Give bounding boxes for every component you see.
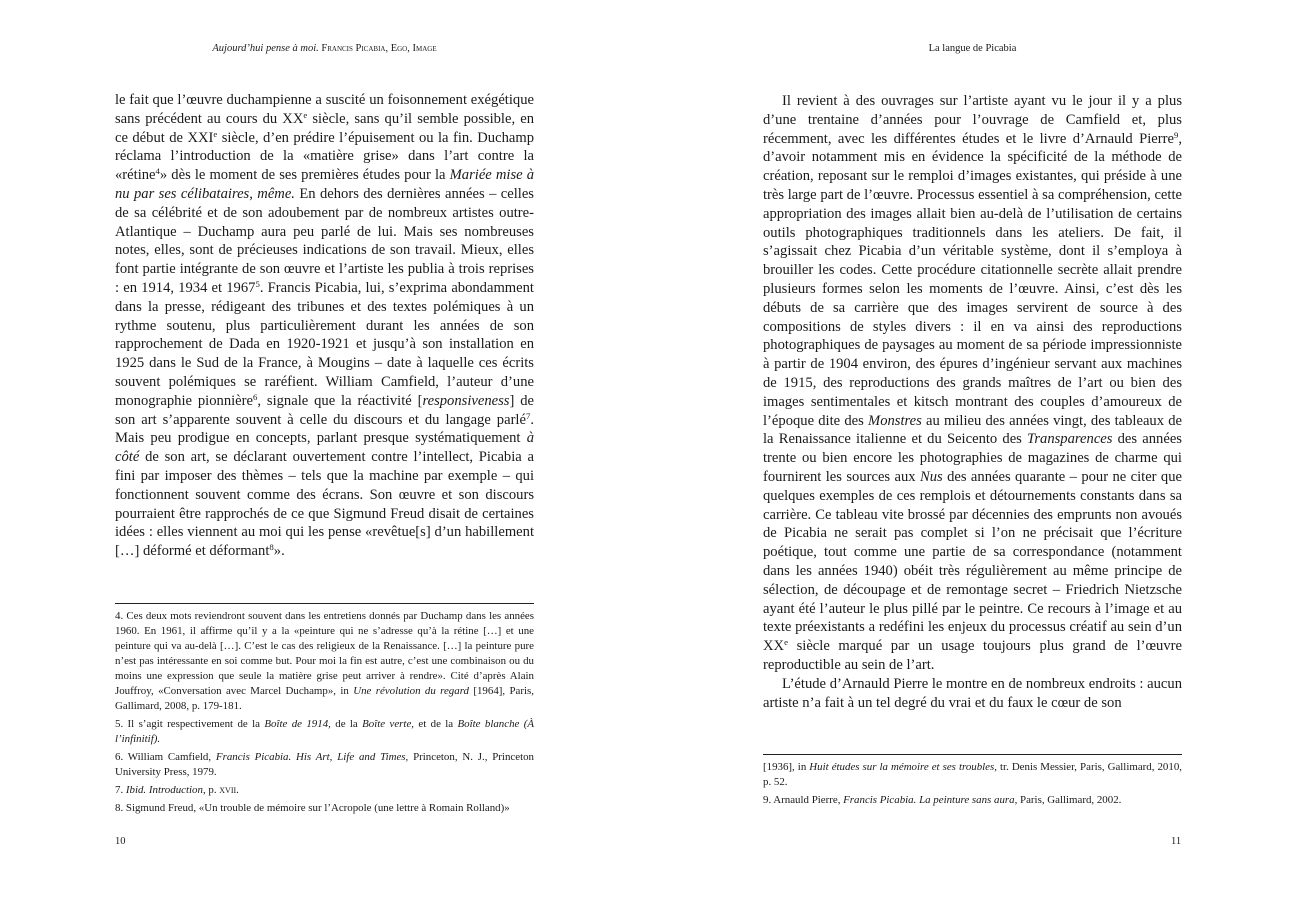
footnote-7: 7. Ibid. Introduction, p. xvii. bbox=[115, 784, 239, 796]
footnote-ref-5[interactable]: 5 bbox=[255, 279, 260, 290]
footnote-ref-6[interactable]: 6 bbox=[253, 391, 258, 402]
running-head-left bbox=[115, 43, 534, 54]
running-head-subtitle: Francis Picabia, Ego, Image bbox=[321, 43, 437, 54]
paragraph: le fait que l’œuvre duchampienne a suscité un foisonnement exégétique sans précédent au cours du XXe siècle, sans qu’il semble possible, en ce début de XXIe siècle, d’en prédire l’épuisement ou la fin. Duchamp réclama l’introduction de la «matière grise» dans l’art contre la «rétine$^4$» dès le moment de ses premières études pour la Mariée mise à nu par ses célibataires, même. En dehors des dernières années – celles de sa célébrité et de son adoubement par de nombreux artistes outre-Atlantique – Duchamp aura peu parlé de lui. Mais ses nombreuses notes, elles, sont de précieuses indications de son travail. Mieux, elles font partie intégrante de son œuvre et l’artiste les publia à trois reprises : en 1914, 1934 et 1967$^5$. Francis Picabia, lui, s’exprima abondamment dans la presse, rédigeant des tribunes et des textes polémiques à un rythme soutenu, plus particulièrement durant les années de son rapprochement de Dada en 1920-1921 et jusqu’à son installation en 1925 dans le Sud de la France, à Mougins – date à laquelle ces écrits souvent polémiques se raréfient. William Camfield, l’auteur d’une monographie pionnière$^6$, signale que la réactivité [responsiveness] de son art s’apparente souvent à celle du discours et du langage parlé$^7$. Mais peu prodigue en concepts, parlant presque systématiquement à côté de son art, se déclarant ouvertement contre l’intellect, Picabia a fini par imposer des thèmes – tels que la machine par exemple – qui fonctionnent souvent comme des écrans. Son œuvre et son discours pourraient être rapprochés de ce que Sigmund Freud disait de certaines idées : elles viennent au moi qui les pense «revêtue[s] d’un habillement […] déformé et déformant$^8$». bbox=[115, 92, 534, 560]
page-number-left: 10 bbox=[115, 836, 126, 847]
paragraph: Il revient à des ouvrages sur l’artiste ayant vu le jour il y a plus d’une trentaine d’années pour l’ouvrage de Camfield et, plus récemment, avec les différentes études et le livre d’Arnauld Pierre$^9$, d’avoir notamment mis en évidence la spécificité de la méthode de création, reposant sur le remploi d’images existantes, qui préside à une très large part de l’œuvre. Processus essentiel à sa compréhension, cette appropriation des images allait bien au-delà de l’utilisation de certains outils photographiques traditionnels dans les ateliers. De fait, il s’agissait chez Picabia d’un véritable système, dont il s’employa à brouiller les codes. Cette procédure citationnelle secrète allait prendre plusieurs formes selon les moments de l’œuvre. Ainsi, c’est dès les débuts de sa carrière que des images servirent de source à des compositions de styles divers : il en va ainsi des reproductions photographiques de paysages au moment de sa période impressionniste à partir de 1904 environ, des épures d’ingénieur servant aux machines de 1915, des reproductions des grands maîtres de l’art ou bien des images sentimentales et kitsch montrant des couples d’amoureux de l’époque dite des Monstres au milieu des années vingt, des tableaux de la Renaissance italienne et du Seicento des Transparences des années trente ou bien encore les photographies de magazines de charme qui fournirent les sources aux Nus des années quarante – pour ne citer que quelques exemples de ces remplois et détournements constants dans sa carrière. Ce tableau vite brossé par décennies des emprunts non avoués de Picabia ne serait pas complet si l’on ne précisait que l’écriture poétique, tout comme une partie de sa correspondance (notamment dans les années 1940) obéit très régulièrement au même principe de sélection, de découpage et de remontage secret – Friedrich Nietzsche ayant été l’auteur le plus pillé par le peintre. Ce recours à l’image et au texte préexistants a redéfini les enjeux du processus créatif au sein d’un XXe siècle marqué par un usage toujours plus grand de l’œuvre reproductible au sein de l’art. bbox=[763, 93, 1183, 673]
running-head-right: La langue de Picabia bbox=[928, 43, 1017, 54]
page-number-right: 11 bbox=[1171, 836, 1182, 847]
running-head-title: Aujourd’hui pense à moi. bbox=[212, 43, 319, 54]
right-page bbox=[647, 0, 1294, 913]
footnotes-right bbox=[763, 754, 1182, 811]
paragraph: L’étude d’Arnauld Pierre le montre en de nombreux endroits : aucun artiste n’a fait à un tel degré du vrai et du faux le cœur de son bbox=[763, 675, 1182, 711]
body-text-left bbox=[115, 91, 534, 561]
footnote-ref-7[interactable]: 7 bbox=[525, 410, 531, 421]
footnote-rule bbox=[115, 603, 534, 604]
body-text-right bbox=[763, 92, 1182, 712]
footnote-rule bbox=[763, 754, 1182, 755]
footnote-5: 5. Il s’agit respectivement de la Boîte de 1914, de la Boîte verte, et de la Boîte blanche (À l’infinitif). bbox=[115, 718, 535, 745]
footnote-ref-4[interactable]: 4 bbox=[155, 166, 160, 177]
footnote-8: 8. Sigmund Freud, «Un trouble de mémoire sur l’Acropole (une lettre à Romain Rolland)» bbox=[115, 802, 510, 814]
footnote-8-continued: [1936], in Huit études sur la mémoire et ses troubles, tr. Denis Messier, Paris, Gallimard, 2010, p. 52. bbox=[763, 761, 1182, 788]
footnote-6: 6. William Camfield, Francis Picabia. His Art, Life and Times, Princeton, N. J., Princeton University Press, 1979. bbox=[115, 751, 534, 778]
footnote-ref-8[interactable]: 8 bbox=[269, 542, 274, 553]
footnote-ref-9[interactable]: 9 bbox=[1173, 129, 1179, 140]
footnotes-left bbox=[115, 603, 534, 819]
footnote-9: 9. Arnauld Pierre, Francis Picabia. La peinture sans aura, Paris, Gallimard, 2002. bbox=[763, 794, 1122, 806]
footnote-4: 4. Ces deux mots reviendront souvent dans les entretiens donnés par Duchamp dans les années 1960. En 1961, il affirme qu’il y a la «peinture qui ne s’adresse qu’à la rétine […] et une peinture qui va au-delà […]. C’est le cas des religieux de la Renaissance. […] la peinture pure n’est pas intéressante en soi comme but. Pour moi la fin est autre, c’est une combinaison ou du moins une expression que seule la matière grise peut arriver à rendre». Cité d’après Alain Jouffroy, «Conversation avec Marcel Duchamp», in Une révolution du regard [1964], Paris, Gallimard, 2008, p. 179-181. bbox=[115, 610, 534, 712]
